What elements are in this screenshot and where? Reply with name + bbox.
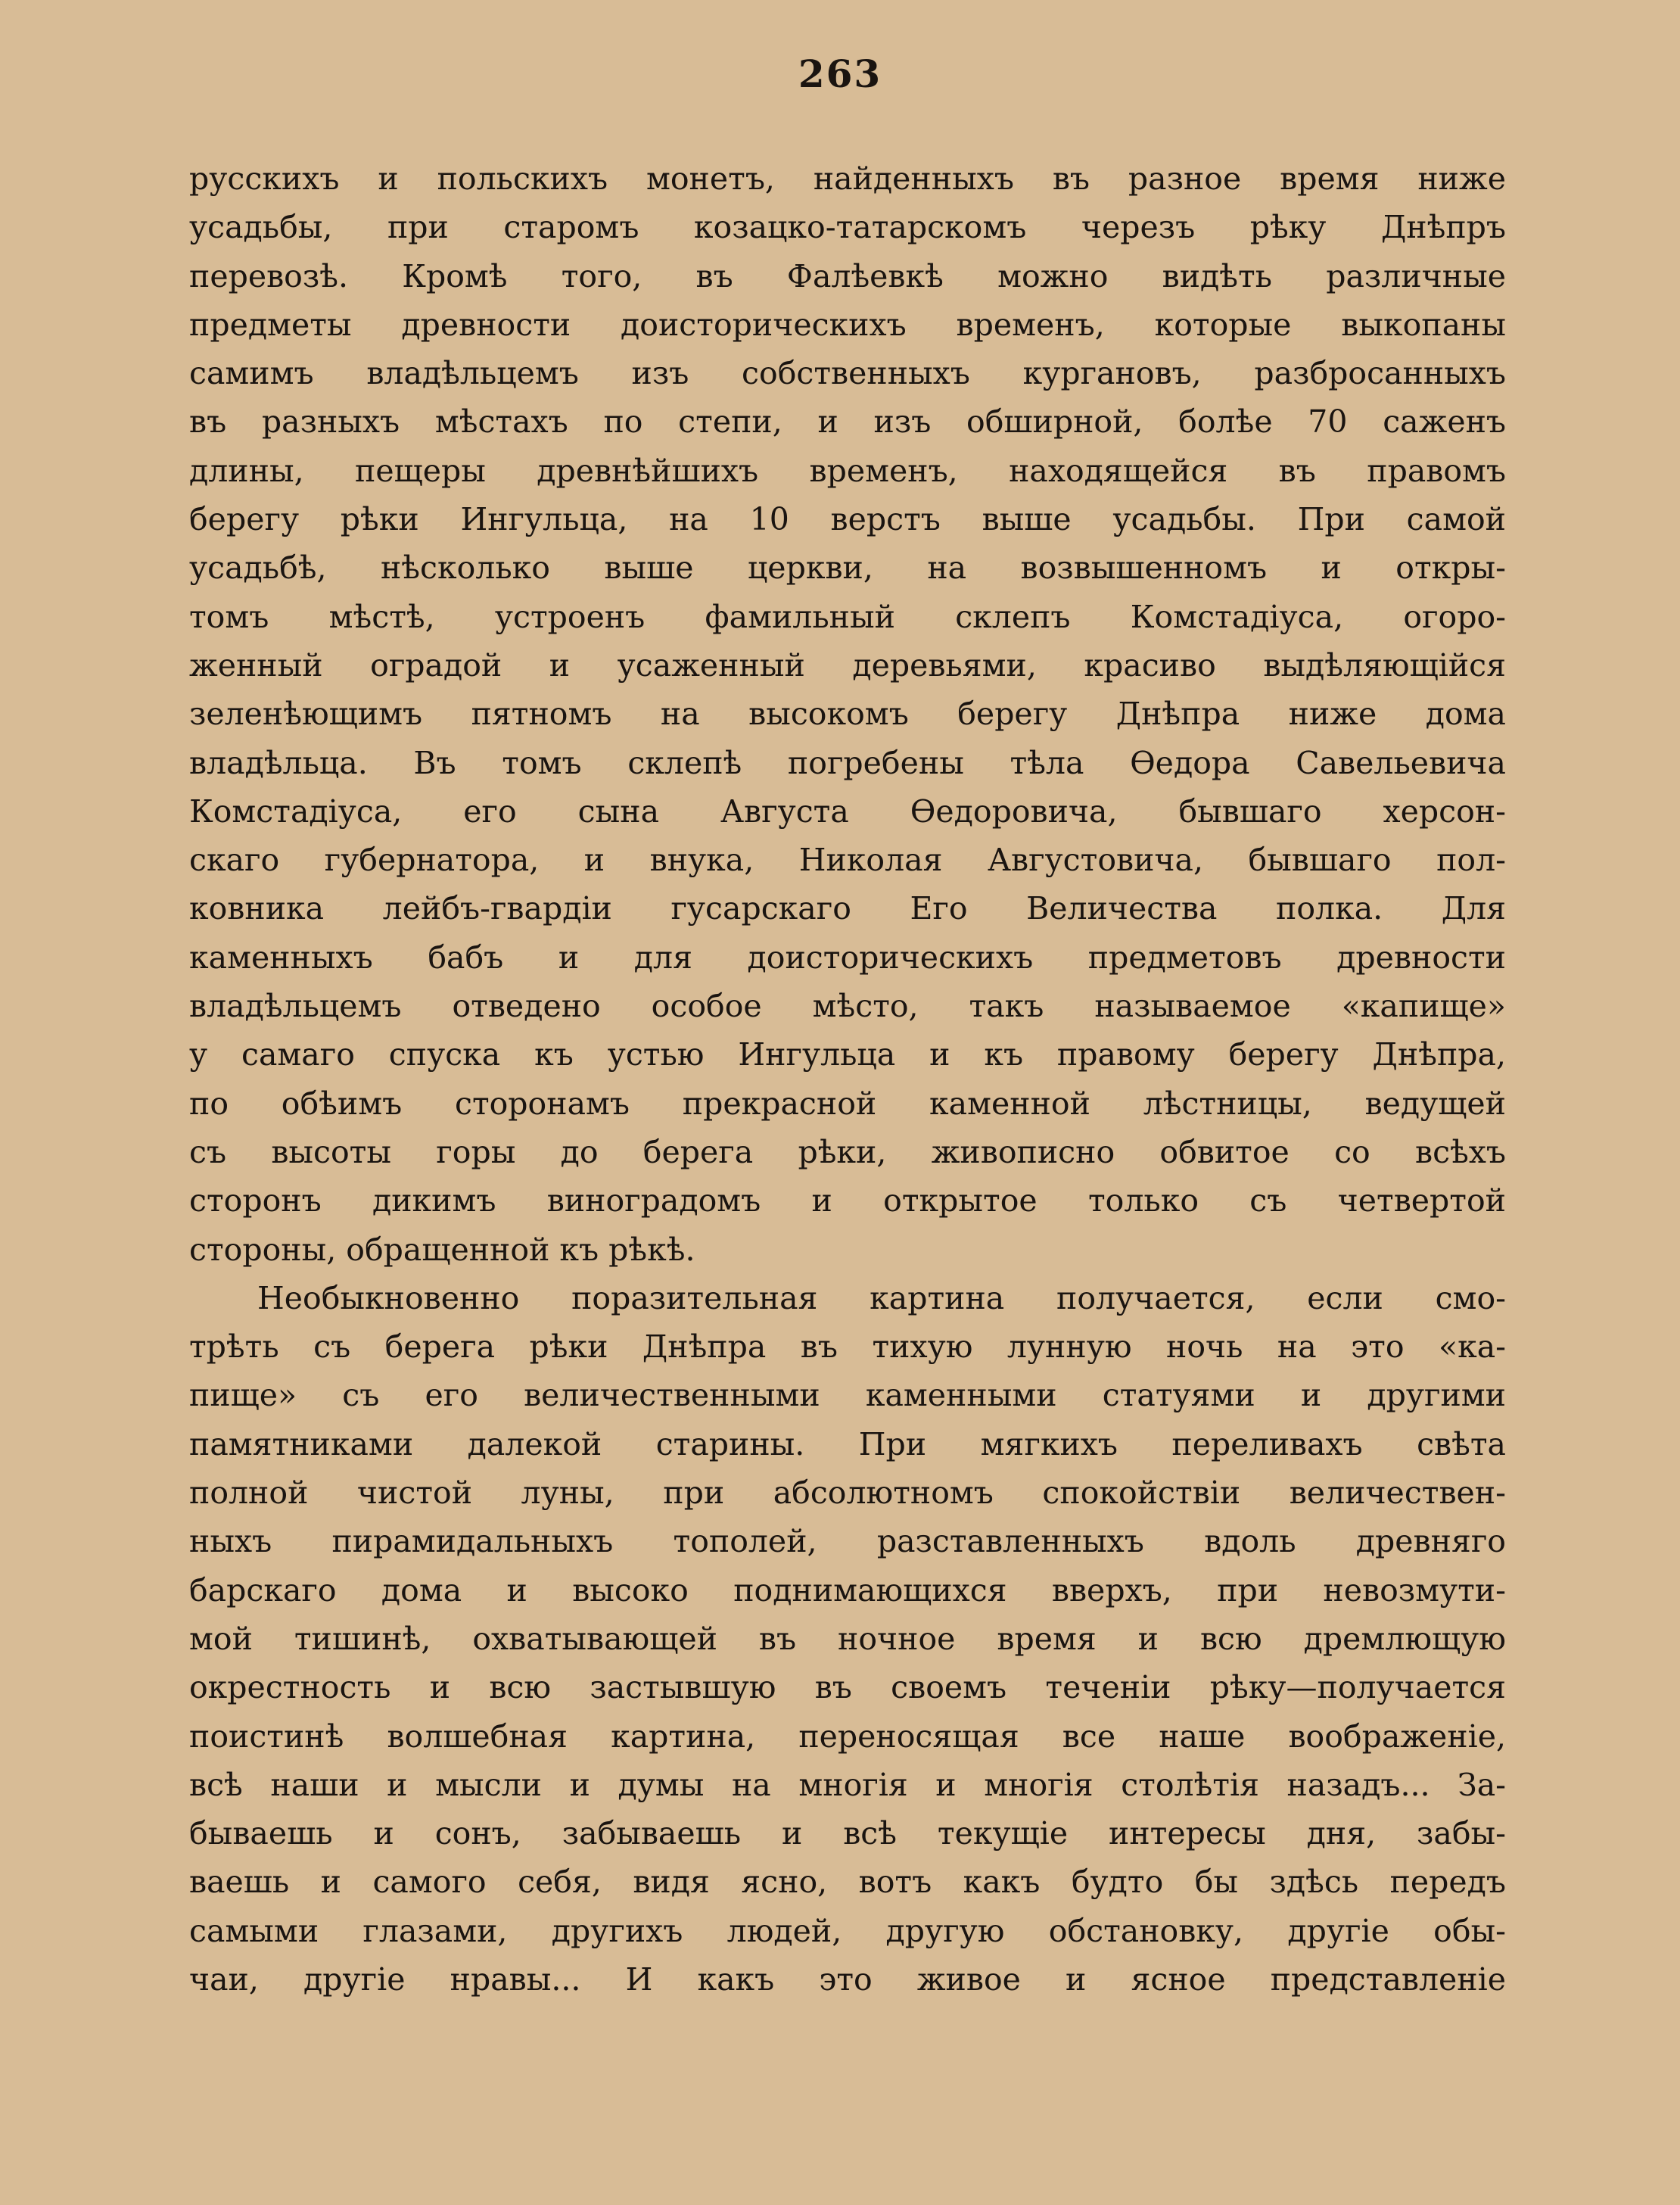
text-line: женный оградой и усаженный деревьями, красиво выдѣляющійся (189, 646, 1506, 684)
body-text (189, 154, 1506, 2004)
text-line: стороны, обращенной къ рѣкѣ. (189, 1231, 695, 1268)
text-line: Необыкновенно поразительная картина получается, если смо- (257, 1279, 1506, 1316)
text-line: памятниками далекой старины. При мягкихъ переливахъ свѣта (189, 1425, 1506, 1462)
text-line: бываешь и сонъ, забываешь и всѣ текущіе интересы дня, забы- (189, 1815, 1506, 1852)
text-line: перевозѣ. Кромѣ того, въ Фалѣевкѣ можно видѣть различные (189, 257, 1506, 294)
text-line: скаго губернатора, и внука, Николая Августовича, бывшаго пол- (189, 842, 1506, 879)
page-number: 263 (798, 51, 882, 96)
text-line: томъ мѣстѣ, устроенъ фамильный склепъ Комстадіуса, огоро- (189, 598, 1506, 635)
text-line: предметы древности доисторическихъ временъ, которые выкопаны (189, 306, 1506, 343)
text-line: по обѣимъ сторонамъ прекрасной каменной лѣстницы, ведущей (189, 1085, 1506, 1122)
text-line: мой тишинѣ, охватывающей въ ночное время и всю дремлющую (189, 1620, 1506, 1657)
text-line: чаи, другіе нравы... И какъ это живое и ясное представленіе (189, 1961, 1506, 1998)
text-line: полной чистой луны, при абсолютномъ спокойствіи величествен- (189, 1475, 1506, 1512)
text-line: русскихъ и польскихъ монетъ, найденныхъ въ разное время ниже (189, 160, 1506, 197)
text-line: самыми глазами, другихъ людей, другую обстановку, другіе обы- (189, 1912, 1506, 1949)
text-line: съ высоты горы до берега рѣки, живописно обвитое со всѣхъ (189, 1133, 1506, 1170)
text-line: поистинѣ волшебная картина, переносящая все наше воображеніе, (189, 1718, 1506, 1755)
text-line: берегу рѣки Ингульца, на 10 верстъ выше усадьбы. При самой (189, 501, 1506, 538)
text-line: владѣльцемъ отведено особое мѣсто, такъ называемое «капище» (189, 988, 1506, 1025)
text-line: барскаго дома и высоко поднимающихся вверхъ, при невозмути- (189, 1571, 1506, 1609)
text-line: ковника лейбъ-гвардіи гусарскаго Его Величества полка. Для (189, 890, 1506, 927)
text-line: зеленѣющимъ пятномъ на высокомъ берегу Днѣпра ниже дома (189, 696, 1506, 733)
text-line: Комстадіуса, его сына Августа Ѳедоровича, бывшаго херсон- (189, 793, 1506, 830)
text-line: пище» съ его величественными каменными статуями и другими (189, 1377, 1506, 1414)
text-line: окрестность и всю застывшую въ своемъ теченіи рѣку—получается (189, 1669, 1506, 1706)
text-line: длины, пещеры древнѣйшихъ временъ, находящейся въ правомъ (189, 452, 1506, 489)
text-line: усадьбы, при старомъ козацко-татарскомъ черезъ рѣку Днѣпръ (189, 209, 1506, 246)
text-line: трѣть съ берега рѣки Днѣпра въ тихую лунную ночь на это «ка- (189, 1328, 1506, 1366)
text-line: у самаго спуска къ устью Ингульца и къ правому берегу Днѣпра, (189, 1036, 1506, 1073)
text-line: сторонъ дикимъ виноградомъ и открытое только съ четвертой (189, 1182, 1506, 1219)
paragraph-2 (189, 1274, 1506, 2004)
text-line: всѣ наши и мысли и думы на многія и многія столѣтія назадъ... За- (189, 1766, 1506, 1803)
text-line: самимъ владѣльцемъ изъ собственныхъ кургановъ, разбросанныхъ (189, 355, 1506, 392)
text-line: ныхъ пирамидальныхъ тополей, разставленныхъ вдоль древняго (189, 1523, 1506, 1560)
text-line: усадьбѣ, нѣсколько выше церкви, на возвышенномъ и откры- (189, 550, 1506, 587)
paragraph-1 (189, 154, 1506, 1274)
text-line: ваешь и самого себя, видя ясно, вотъ какъ будто бы здѣсь передъ (189, 1864, 1506, 1901)
text-line: владѣльца. Въ томъ склепѣ погребены тѣла Ѳедора Савельевича (189, 744, 1506, 781)
text-line: въ разныхъ мѣстахъ по степи, и изъ обширной, болѣе 70 саженъ (189, 403, 1506, 441)
text-line: каменныхъ бабъ и для доисторическихъ предметовъ древности (189, 939, 1506, 976)
